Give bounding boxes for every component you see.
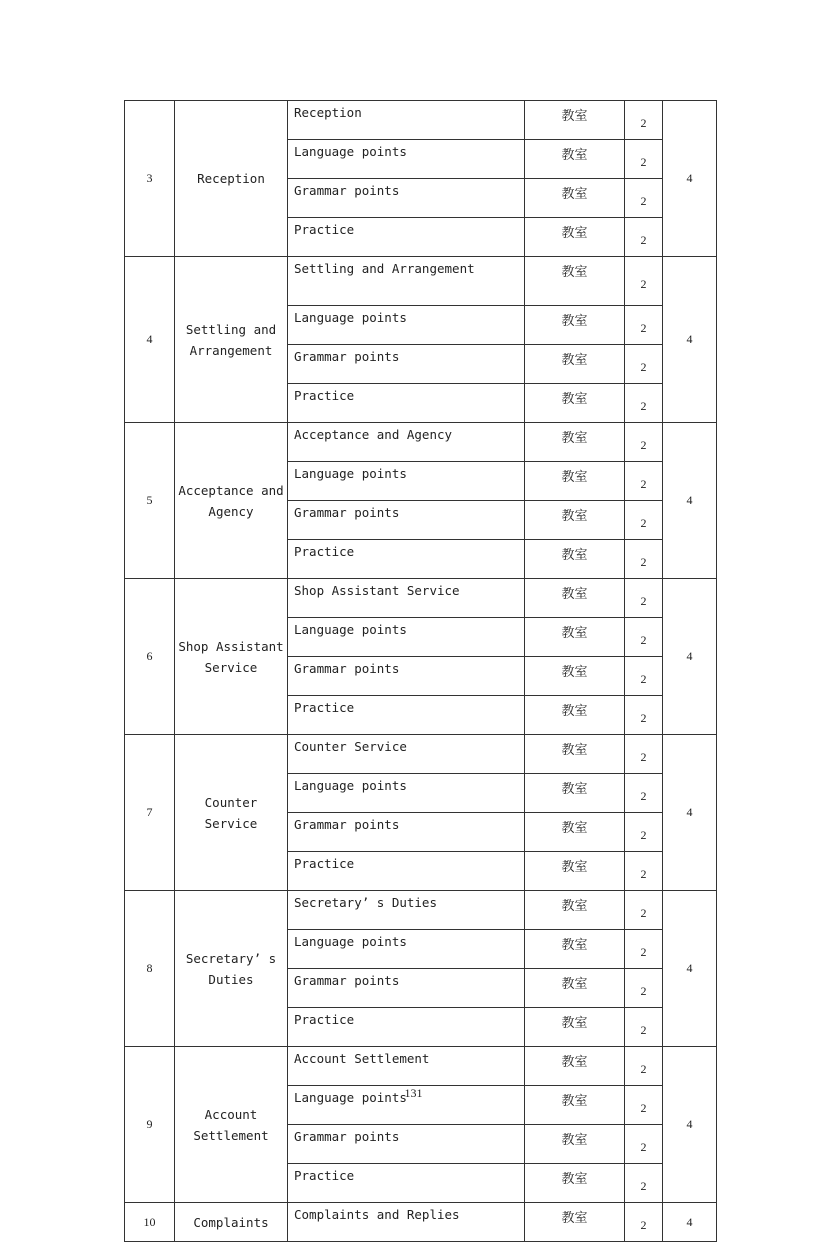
lesson-hours: 2 — [625, 1164, 663, 1203]
unit-title: Counter Service — [175, 735, 288, 891]
lesson-location: 教室 — [525, 423, 625, 462]
table-row — [125, 1047, 717, 1086]
unit-number: 4 — [125, 257, 175, 423]
lesson-topic: Grammar points — [288, 501, 525, 540]
lesson-topic: Settling and Arrangement — [288, 257, 525, 306]
lesson-location: 教室 — [525, 1164, 625, 1203]
unit-total-hours: 4 — [663, 101, 717, 257]
lesson-location: 教室 — [525, 101, 625, 140]
lesson-location: 教室 — [525, 501, 625, 540]
unit-title: Acceptance and Agency — [175, 423, 288, 579]
lesson-topic: Reception — [288, 101, 525, 140]
lesson-hours: 2 — [625, 1125, 663, 1164]
lesson-location: 教室 — [525, 306, 625, 345]
lesson-topic: Practice — [288, 1008, 525, 1047]
unit-number: 3 — [125, 101, 175, 257]
unit-number: 8 — [125, 891, 175, 1047]
lesson-location: 教室 — [525, 618, 625, 657]
lesson-topic: Grammar points — [288, 813, 525, 852]
lesson-hours: 2 — [625, 891, 663, 930]
lesson-hours: 2 — [625, 179, 663, 218]
lesson-hours: 2 — [625, 1008, 663, 1047]
unit-number: 10 — [125, 1203, 175, 1242]
lesson-topic: Secretary’ s Duties — [288, 891, 525, 930]
lesson-hours: 2 — [625, 345, 663, 384]
lesson-topic: Language points — [288, 306, 525, 345]
lesson-hours: 2 — [625, 657, 663, 696]
lesson-location: 教室 — [525, 1125, 625, 1164]
lesson-location: 教室 — [525, 540, 625, 579]
unit-number: 7 — [125, 735, 175, 891]
lesson-location: 教室 — [525, 257, 625, 306]
lesson-hours: 2 — [625, 218, 663, 257]
lesson-hours: 2 — [625, 735, 663, 774]
lesson-topic: Grammar points — [288, 1125, 525, 1164]
lesson-topic: Account Settlement — [288, 1047, 525, 1086]
lesson-topic: Practice — [288, 384, 525, 423]
lesson-hours: 2 — [625, 852, 663, 891]
lesson-topic: Acceptance and Agency — [288, 423, 525, 462]
lesson-location: 教室 — [525, 1086, 625, 1125]
table-row — [125, 423, 717, 462]
table-row — [125, 735, 717, 774]
lesson-hours: 2 — [625, 1086, 663, 1125]
unit-title: Settling and Arrangement — [175, 257, 288, 423]
table-row — [125, 257, 717, 306]
unit-total-hours: 4 — [663, 579, 717, 735]
lesson-hours: 2 — [625, 1203, 663, 1242]
lesson-topic: Shop Assistant Service — [288, 579, 525, 618]
lesson-topic: Practice — [288, 852, 525, 891]
unit-total-hours: 4 — [663, 891, 717, 1047]
lesson-location: 教室 — [525, 1047, 625, 1086]
lesson-topic: Practice — [288, 696, 525, 735]
lesson-topic: Grammar points — [288, 179, 525, 218]
lesson-topic: Language points — [288, 930, 525, 969]
lesson-location: 教室 — [525, 1203, 625, 1242]
lesson-location: 教室 — [525, 657, 625, 696]
schedule-body — [125, 101, 717, 1242]
lesson-hours: 2 — [625, 384, 663, 423]
table-row — [125, 579, 717, 618]
lesson-location: 教室 — [525, 852, 625, 891]
lesson-hours: 2 — [625, 969, 663, 1008]
lesson-location: 教室 — [525, 179, 625, 218]
lesson-location: 教室 — [525, 696, 625, 735]
table-row — [125, 1203, 717, 1242]
unit-total-hours: 4 — [663, 257, 717, 423]
lesson-location: 教室 — [525, 579, 625, 618]
unit-number: 9 — [125, 1047, 175, 1203]
lesson-hours: 2 — [625, 540, 663, 579]
lesson-location: 教室 — [525, 462, 625, 501]
lesson-topic: Counter Service — [288, 735, 525, 774]
lesson-topic: Practice — [288, 218, 525, 257]
unit-title: Shop Assistant Service — [175, 579, 288, 735]
lesson-location: 教室 — [525, 813, 625, 852]
lesson-topic: Language points — [288, 618, 525, 657]
unit-title: Secretary’ s Duties — [175, 891, 288, 1047]
unit-title: Reception — [175, 101, 288, 257]
lesson-topic: Practice — [288, 1164, 525, 1203]
lesson-location: 教室 — [525, 1008, 625, 1047]
lesson-topic: Grammar points — [288, 345, 525, 384]
lesson-location: 教室 — [525, 384, 625, 423]
lesson-topic: Language points — [288, 462, 525, 501]
lesson-location: 教室 — [525, 735, 625, 774]
lesson-hours: 2 — [625, 306, 663, 345]
unit-total-hours: 4 — [663, 423, 717, 579]
lesson-hours: 2 — [625, 423, 663, 462]
unit-total-hours: 4 — [663, 1047, 717, 1203]
page-number: 131 — [404, 1086, 423, 1100]
unit-total-hours: 4 — [663, 1203, 717, 1242]
lesson-hours: 2 — [625, 618, 663, 657]
lesson-location: 教室 — [525, 140, 625, 179]
unit-title: Complaints — [175, 1203, 288, 1242]
lesson-location: 教室 — [525, 930, 625, 969]
lesson-hours: 2 — [625, 813, 663, 852]
lesson-location: 教室 — [525, 774, 625, 813]
lesson-location: 教室 — [525, 891, 625, 930]
lesson-hours: 2 — [625, 462, 663, 501]
lesson-hours: 2 — [625, 696, 663, 735]
table-row — [125, 891, 717, 930]
lesson-topic: Grammar points — [288, 657, 525, 696]
lesson-location: 教室 — [525, 218, 625, 257]
course-schedule-table — [124, 100, 717, 1242]
lesson-topic: Language points — [288, 140, 525, 179]
unit-number: 6 — [125, 579, 175, 735]
lesson-topic: Language points — [288, 774, 525, 813]
lesson-location: 教室 — [525, 345, 625, 384]
lesson-location: 教室 — [525, 969, 625, 1008]
unit-number: 5 — [125, 423, 175, 579]
lesson-topic: Complaints and Replies — [288, 1203, 525, 1242]
lesson-hours: 2 — [625, 930, 663, 969]
lesson-hours: 2 — [625, 501, 663, 540]
lesson-hours: 2 — [625, 101, 663, 140]
lesson-topic: Grammar points — [288, 969, 525, 1008]
lesson-hours: 2 — [625, 774, 663, 813]
table-row — [125, 101, 717, 140]
lesson-hours: 2 — [625, 140, 663, 179]
unit-title: Account Settlement — [175, 1047, 288, 1203]
lesson-topic: Practice — [288, 540, 525, 579]
lesson-hours: 2 — [625, 257, 663, 306]
lesson-hours: 2 — [625, 579, 663, 618]
lesson-hours: 2 — [625, 1047, 663, 1086]
unit-total-hours: 4 — [663, 735, 717, 891]
lesson-topic: Language points — [288, 1086, 525, 1125]
